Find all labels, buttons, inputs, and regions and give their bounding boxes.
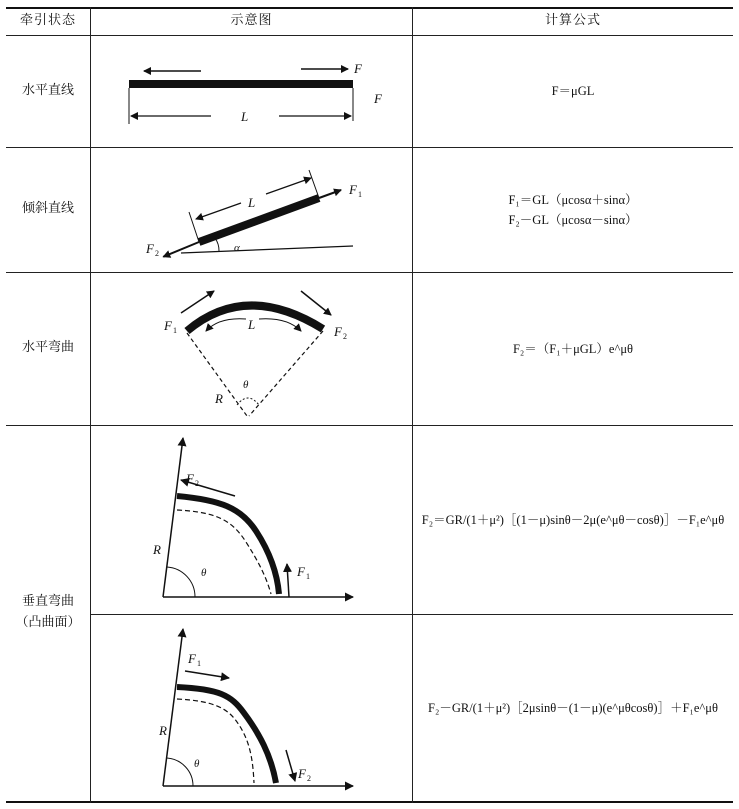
label-f1: F [188, 651, 196, 666]
label-f1-sub: 1 [306, 572, 310, 581]
radius-right [249, 331, 323, 416]
label-theta: θ [194, 758, 200, 770]
ground-line [181, 246, 353, 253]
label-r: R [215, 391, 223, 406]
pipe-curve [177, 687, 276, 783]
axis-r [163, 438, 183, 597]
label-f2-sub: 2 [195, 479, 199, 488]
arrow-f1 [287, 564, 289, 597]
label-theta: θ [243, 379, 249, 391]
diagram-inclined-straight [91, 148, 412, 272]
state-inclined-straight: 倾斜直线 [21, 201, 74, 217]
label-f1-sub: 1 [358, 190, 362, 199]
formula-horizontal-bend: F₂＝（F₁＋μGL）e^μθ [512, 341, 634, 356]
formula-inclined-1: F₁＝GL（μcosα＋sinα） [508, 192, 638, 207]
label-f2-sub: 2 [343, 332, 347, 341]
label-alpha: α [234, 242, 240, 254]
label-f-top: F [354, 61, 362, 76]
formula-vertical-bend-lower: F₂－GR/(1＋μ²)［2μsinθ－(1－μ)(e^μθcosθ)］＋F₁e^μθ [428, 700, 718, 715]
label-f1-sub: 1 [173, 326, 177, 335]
table-bottom-rule [6, 801, 733, 803]
label-r: R [153, 542, 161, 557]
angle-arc [167, 758, 193, 786]
header-state: 牵引状态 [19, 12, 76, 28]
formula-inclined-2: F₂－GL（μcosα－sinα） [508, 212, 638, 227]
diagram-vertical-bend-lower [91, 615, 412, 801]
dim-arrow-down [196, 203, 241, 219]
arrow-f2 [286, 750, 295, 781]
label-f2: F [298, 766, 306, 781]
inner-dim-arc-left [206, 319, 246, 331]
state-vertical-bend-name: 垂直弯曲 [21, 594, 74, 610]
state-vertical-bend [6, 425, 90, 801]
arrow-f2 [162, 242, 201, 257]
pipe-inclined [199, 198, 319, 242]
diagram-horizontal-straight [91, 36, 412, 147]
label-f2: F [146, 241, 154, 256]
dim-arrow-up [266, 178, 311, 194]
label-f1-sub: 1 [197, 659, 201, 668]
label-f1: F [349, 182, 357, 197]
label-f1: F [297, 564, 305, 579]
header-formula: 计算公式 [544, 12, 601, 28]
pipe-curve [177, 496, 279, 594]
label-f-side: F [374, 91, 382, 106]
label-r: R [159, 723, 167, 738]
traction-table [6, 7, 733, 803]
angle-arc [237, 398, 259, 405]
state-horizontal-bend: 水平弯曲 [21, 340, 74, 356]
label-f2: F [334, 324, 342, 339]
label-theta: θ [201, 567, 207, 579]
header-diagram: 示意图 [230, 12, 273, 28]
formula-inclined-straight [413, 147, 733, 272]
label-f2: F [186, 471, 194, 486]
diagram-horizontal-bend [91, 273, 412, 425]
formula-vertical-bend-upper: F₂＝GR/(1＋μ²)［(1－μ)sinθ－2μ(e^μθ－cosθ)］－F₁e^μθ [421, 512, 725, 527]
diagram-vertical-bend-upper [91, 426, 412, 614]
inner-dim-arc-right [259, 319, 301, 331]
arrow-f1 [185, 671, 229, 678]
label-f2-sub: 2 [155, 249, 159, 258]
label-l: L [241, 109, 249, 124]
arrow-f1 [319, 190, 341, 198]
label-f2-sub: 2 [307, 774, 311, 783]
tick-a [189, 212, 199, 242]
label-l: L [248, 195, 256, 210]
label-f1: F [164, 318, 172, 333]
label-l: L [248, 317, 256, 332]
state-vertical-bend-note: （凸曲面） [15, 615, 81, 630]
state-horizontal-straight: 水平直线 [21, 82, 74, 98]
arrow-f1 [181, 291, 214, 313]
arrow-f2 [301, 291, 331, 315]
pipe-bar [129, 80, 353, 88]
formula-horizontal-straight: F＝μGL [551, 84, 595, 98]
angle-arc [167, 567, 195, 597]
tick-b [309, 170, 319, 198]
